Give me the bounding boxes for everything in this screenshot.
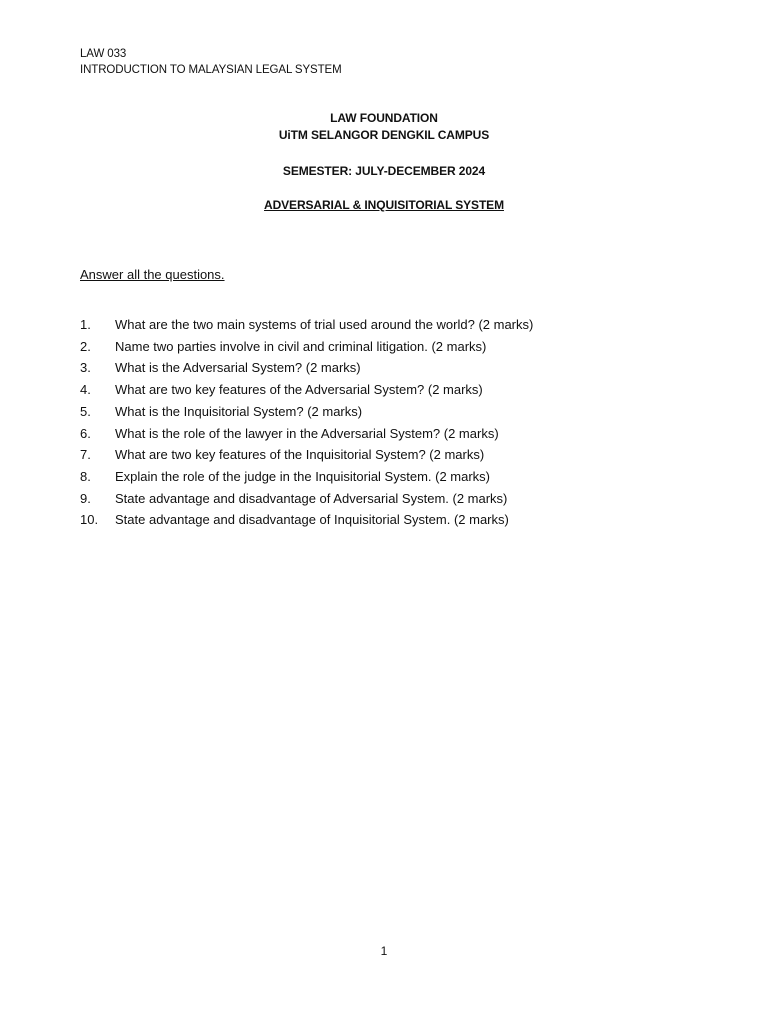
question-text: What is the role of the lawyer in the Adversarial System? (2 marks) [115,425,499,441]
question-item [80,357,700,379]
course-header [80,46,342,78]
question-text: What are the two main systems of trial used around the world? (2 marks) [115,317,534,332]
institution-block [0,110,768,144]
question-number: 1. [80,317,91,332]
question-text: What is the Adversarial System? (2 marks) [115,360,361,376]
question-item [80,401,700,423]
faculty-title: LAW FOUNDATION [330,111,438,125]
question-item [80,466,700,488]
question-number: 4. [80,382,91,398]
question-item [80,379,700,401]
question-number: 9. [80,490,91,506]
question-text: What is the Inquisitorial System? (2 marks) [115,403,363,419]
question-number: 7. [80,447,91,463]
course-code: LAW 033 [80,48,127,60]
course-name: INTRODUCTION TO MALAYSIAN LEGAL SYSTEM [80,64,342,76]
question-number: 10. [80,512,99,528]
question-text: What are two key features of the Adversarial System? (2 marks) [115,382,483,398]
question-text: What are two key features of the Inquisitorial System? (2 marks) [115,447,485,463]
question-item [80,444,700,466]
semester-title: SEMESTER: JULY-DECEMBER 2024 [282,164,486,178]
question-item [80,488,700,510]
page-number: 1 [380,944,388,958]
question-item [80,314,700,336]
question-number: 3. [80,360,91,376]
question-text: State advantage and disadvantage of Inquisitorial System. (2 marks) [115,512,509,528]
question-item [80,336,700,358]
question-item [80,509,700,531]
campus-title: UiTM SELANGOR DENGKIL CAMPUS [278,128,490,142]
question-number: 8. [80,468,91,484]
question-number: 5. [80,403,91,419]
question-number: 6. [80,425,91,441]
question-text: State advantage and disadvantage of Adversarial System. (2 marks) [115,490,508,506]
question-text: Explain the role of the judge in the Inquisitorial System. (2 marks) [115,468,491,484]
topic-title-wrapper [0,197,768,214]
instruction-text: Answer all the questions. [80,267,225,282]
question-list [80,314,700,531]
topic-title: ADVERSARIAL & INQUISITORIAL SYSTEM [264,198,504,212]
question-number: 2. [80,338,91,354]
question-item [80,423,700,445]
question-text: Name two parties involve in civil and criminal litigation. (2 marks) [115,338,487,354]
